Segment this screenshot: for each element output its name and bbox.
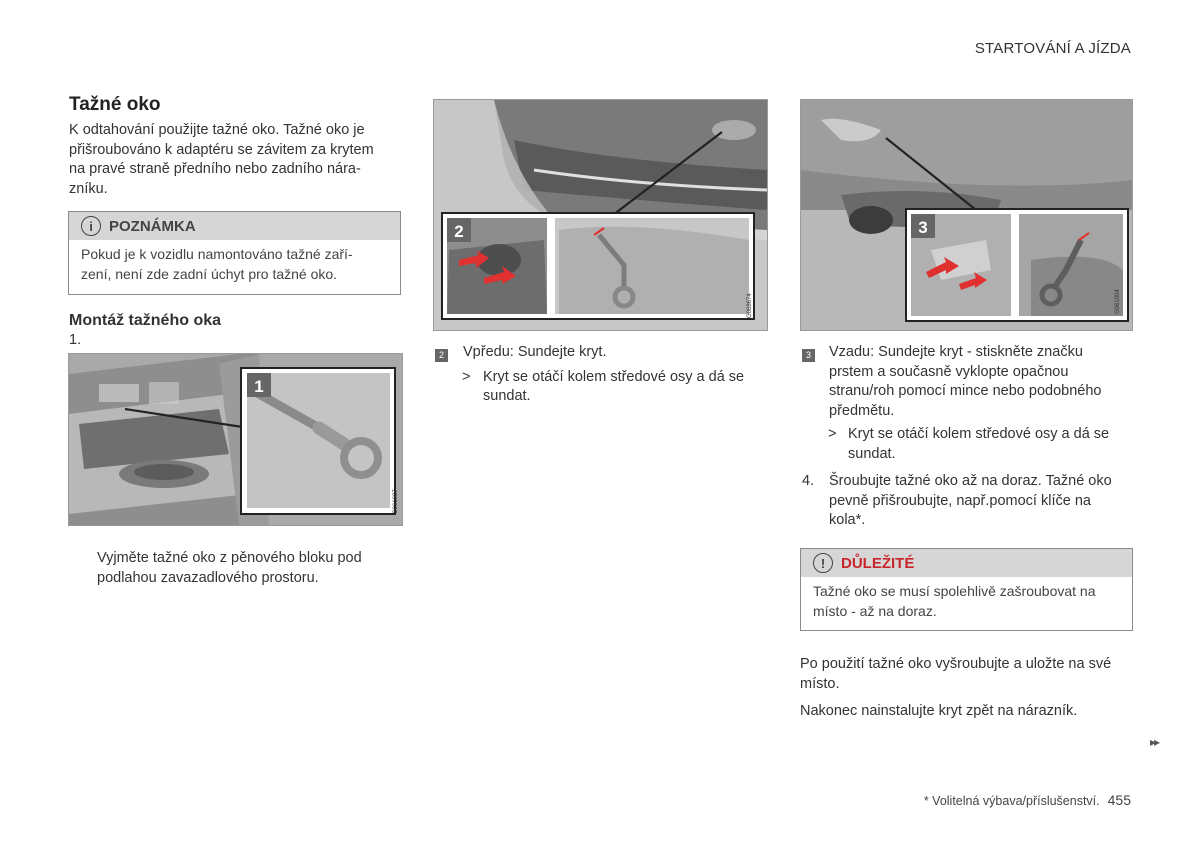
step1-line: podlahou zavazadlového prostoru. xyxy=(97,569,319,586)
figure-code: G061004 xyxy=(1115,289,1121,314)
figure-rear-cover xyxy=(800,99,1133,331)
sub-marker: > xyxy=(462,368,471,385)
important-header xyxy=(801,549,1132,577)
step-badge-2: 2 xyxy=(435,349,448,362)
continue-icon: ▸▸ xyxy=(1150,735,1159,749)
section-title: STARTOVÁNÍ A JÍZDA xyxy=(974,40,1131,57)
step1-text xyxy=(97,549,407,588)
rear-sub-line: sundat. xyxy=(848,445,896,462)
step-badge-3: 3 xyxy=(802,349,815,362)
rear-bumper-illustration xyxy=(801,100,1132,330)
important-line: Tažné oko se musí spolehlivě zašroubovat na xyxy=(813,583,1096,599)
sub-marker: > xyxy=(828,426,837,442)
important-box xyxy=(800,548,1133,631)
after-line: Po použití tažné oko vyšroubujte a uložte na své xyxy=(800,656,1112,672)
intro-line: K odtahování použijte tažné oko. Tažné oko je xyxy=(69,122,365,138)
front-step xyxy=(435,343,775,407)
intro-paragraph xyxy=(69,121,409,199)
intro-line: přišroubováno k adaptéru se závitem za krytem xyxy=(69,141,374,158)
after-line: místo. xyxy=(800,675,840,692)
figure-trunk-tow-eye xyxy=(68,353,403,526)
step-number: 1. xyxy=(69,332,82,348)
front-sub-line: sundat. xyxy=(483,388,531,404)
note-line: Pokud je k vozidlu namontováno tažné zaří- xyxy=(81,246,353,262)
intro-line: na pravé straně předního nebo zadního nára- xyxy=(69,161,361,177)
callout-1: 1 xyxy=(254,377,264,396)
figure-code: G061687 xyxy=(393,489,399,514)
step-number: 4. xyxy=(802,473,815,489)
page-number: 455 xyxy=(1107,792,1131,808)
callout-2: 2 xyxy=(454,222,464,241)
subheading: Montáž tažného oka xyxy=(69,312,222,329)
important-line: místo - až na doraz. xyxy=(813,602,937,619)
note-header xyxy=(69,212,400,240)
note-heading: POZNÁMKA xyxy=(109,217,196,235)
after-use-paragraph xyxy=(800,655,1140,694)
figure-code: G068674 xyxy=(747,293,753,318)
info-icon: i xyxy=(81,216,101,236)
front-sub-line: Kryt se otáčí kolem středové osy a dá se xyxy=(483,368,745,385)
rear-step-line: prstem a současně vyklopte opačnou xyxy=(829,363,1069,380)
page-title: Tažné oko xyxy=(69,94,161,115)
rear-sub-line: Kryt se otáčí kolem středové osy a dá se xyxy=(848,426,1110,442)
final-paragraph: Nakonec nainstalujte kryt zpět na nárazník. xyxy=(800,703,1078,719)
note-text xyxy=(69,240,400,289)
footnote: * Volitelná výbava/příslušenství. xyxy=(923,794,1100,808)
callout-3: 3 xyxy=(918,218,928,237)
trunk-illustration xyxy=(69,354,402,525)
front-step-text: Vpředu: Sundejte kryt. xyxy=(463,344,607,360)
step4-line: Šroubujte tažné oko až na doraz. Tažné oko xyxy=(829,473,1112,489)
rear-step xyxy=(802,343,1142,531)
page-footer xyxy=(924,792,1131,808)
note-box xyxy=(68,211,401,295)
note-line: zení, není zde zadní úchyt pro tažné oko. xyxy=(81,265,338,282)
warning-icon: ! xyxy=(813,553,833,573)
important-text xyxy=(801,577,1132,626)
figure-front-cover xyxy=(433,99,768,331)
front-bumper-illustration xyxy=(434,100,767,330)
rear-step-line: stranu/roh pomocí mince nebo podobného xyxy=(829,383,1102,399)
step4-line: kola*. xyxy=(829,512,866,528)
rear-step-line: předmětu. xyxy=(829,402,895,419)
rear-step-line: Vzadu: Sundejte kryt - stiskněte značku xyxy=(829,344,1083,360)
step1-line: Vyjměte tažné oko z pěnového bloku pod xyxy=(97,550,362,566)
intro-line: zníku. xyxy=(69,180,108,197)
step4-line: pevně přišroubujte, např.pomocí klíče na xyxy=(829,492,1091,509)
important-heading: DŮLEŽITÉ xyxy=(841,554,915,572)
